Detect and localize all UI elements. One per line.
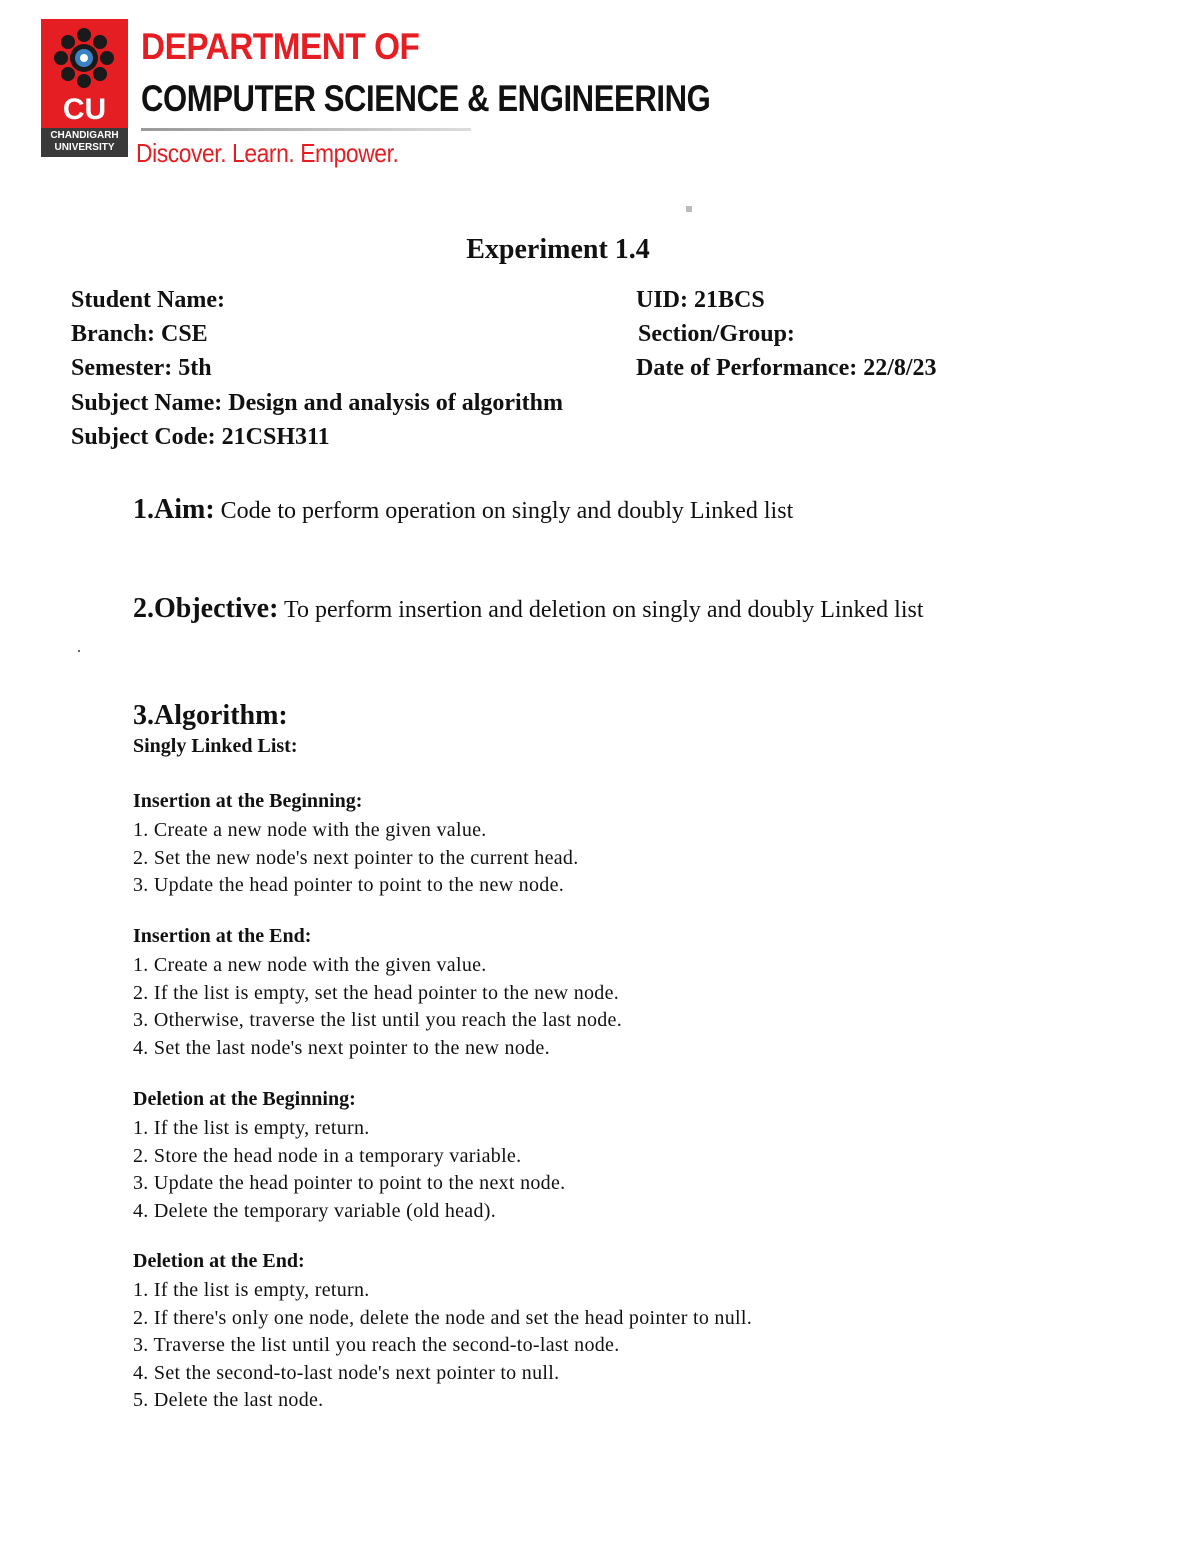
subject-code-label: Subject Code: 21CSH311 xyxy=(71,424,330,450)
student-name-label: Student Name: xyxy=(71,287,225,313)
tagline: Discover. Learn. Empower. xyxy=(136,138,399,168)
algorithm-block-insert-begin xyxy=(133,790,579,900)
section-label: Section/Group: xyxy=(638,321,795,347)
algorithm-step: 5. Delete the last node. xyxy=(133,1389,324,1411)
stray-dot xyxy=(78,650,80,652)
subject-name-label: Subject Name: Design and analysis of algorithm xyxy=(71,390,564,416)
university-logo xyxy=(41,19,128,157)
objective-label: 2.Objective: xyxy=(133,593,279,624)
algorithm-block-insert-end xyxy=(133,925,622,1062)
algorithm-step: 2. If the list is empty, set the head pointer to the new node. xyxy=(133,981,620,1004)
logo-cu-text: CU xyxy=(62,93,107,126)
aim-label: 1.Aim: xyxy=(133,494,215,525)
block-title: Insertion at the End: xyxy=(133,925,312,947)
algorithm-step: 1. If the list is empty, return. xyxy=(133,1117,370,1139)
department-line-1: DEPARTMENT OF xyxy=(141,26,420,67)
algorithm-step: 4. Set the second-to-last node's next pointer to null. xyxy=(133,1361,560,1384)
algorithm-step: 2. Store the head node in a temporary variable. xyxy=(133,1144,522,1167)
algorithm-step: 1. Create a new node with the given value. xyxy=(133,819,487,841)
aim-section xyxy=(133,494,793,526)
algorithm-step: 4. Delete the temporary variable (old head). xyxy=(133,1199,497,1222)
block-title: Deletion at the Beginning: xyxy=(133,1088,356,1110)
algorithm-step: 3. Update the head pointer to point to the new node. xyxy=(133,874,565,896)
logo-university-name: CHANDIGARH UNIVERSITY xyxy=(50,130,119,153)
uid-label: UID: 21BCS xyxy=(636,287,765,313)
algorithm-step: 2. If there's only one node, delete the node and set the head pointer to null. xyxy=(133,1306,753,1329)
scan-speck xyxy=(686,206,692,212)
algorithm-step: 1. Create a new node with the given value. xyxy=(133,954,487,976)
algorithm-block-delete-end xyxy=(133,1250,752,1415)
algorithm-step: 3. Update the head pointer to point to the next node. xyxy=(133,1172,566,1194)
objective-text: To perform insertion and deletion on singly and doubly Linked list xyxy=(283,597,924,623)
header-divider xyxy=(141,128,471,131)
semester-label: Semester: 5th xyxy=(71,355,212,381)
algorithm-step: 3. Otherwise, traverse the list until you reach the last node. xyxy=(133,1009,623,1031)
algorithm-step: 1. If the list is empty, return. xyxy=(133,1279,370,1301)
algorithm-step: 4. Set the last node's next pointer to the new node. xyxy=(133,1036,550,1059)
page-title: Experiment 1.4 xyxy=(466,234,650,265)
algorithm-block-delete-begin xyxy=(133,1088,565,1225)
block-title: Insertion at the Beginning: xyxy=(133,790,363,812)
date-label: Date of Performance: 22/8/23 xyxy=(636,355,937,381)
objective-section xyxy=(133,593,924,625)
algorithm-step: 3. Traverse the list until you reach the second-to-last node. xyxy=(133,1334,620,1356)
block-title: Deletion at the End: xyxy=(133,1250,305,1272)
algorithm-heading: 3.Algorithm: xyxy=(133,700,288,731)
emblem-icon xyxy=(51,25,117,91)
department-line-2: COMPUTER SCIENCE & ENGINEERING xyxy=(141,78,711,119)
algorithm-step: 2. Set the new node's next pointer to the current head. xyxy=(133,846,579,869)
aim-text: Code to perform operation on singly and doubly Linked list xyxy=(220,498,794,524)
branch-label: Branch: CSE xyxy=(71,321,208,347)
algorithm-subheading: Singly Linked List: xyxy=(133,735,298,757)
